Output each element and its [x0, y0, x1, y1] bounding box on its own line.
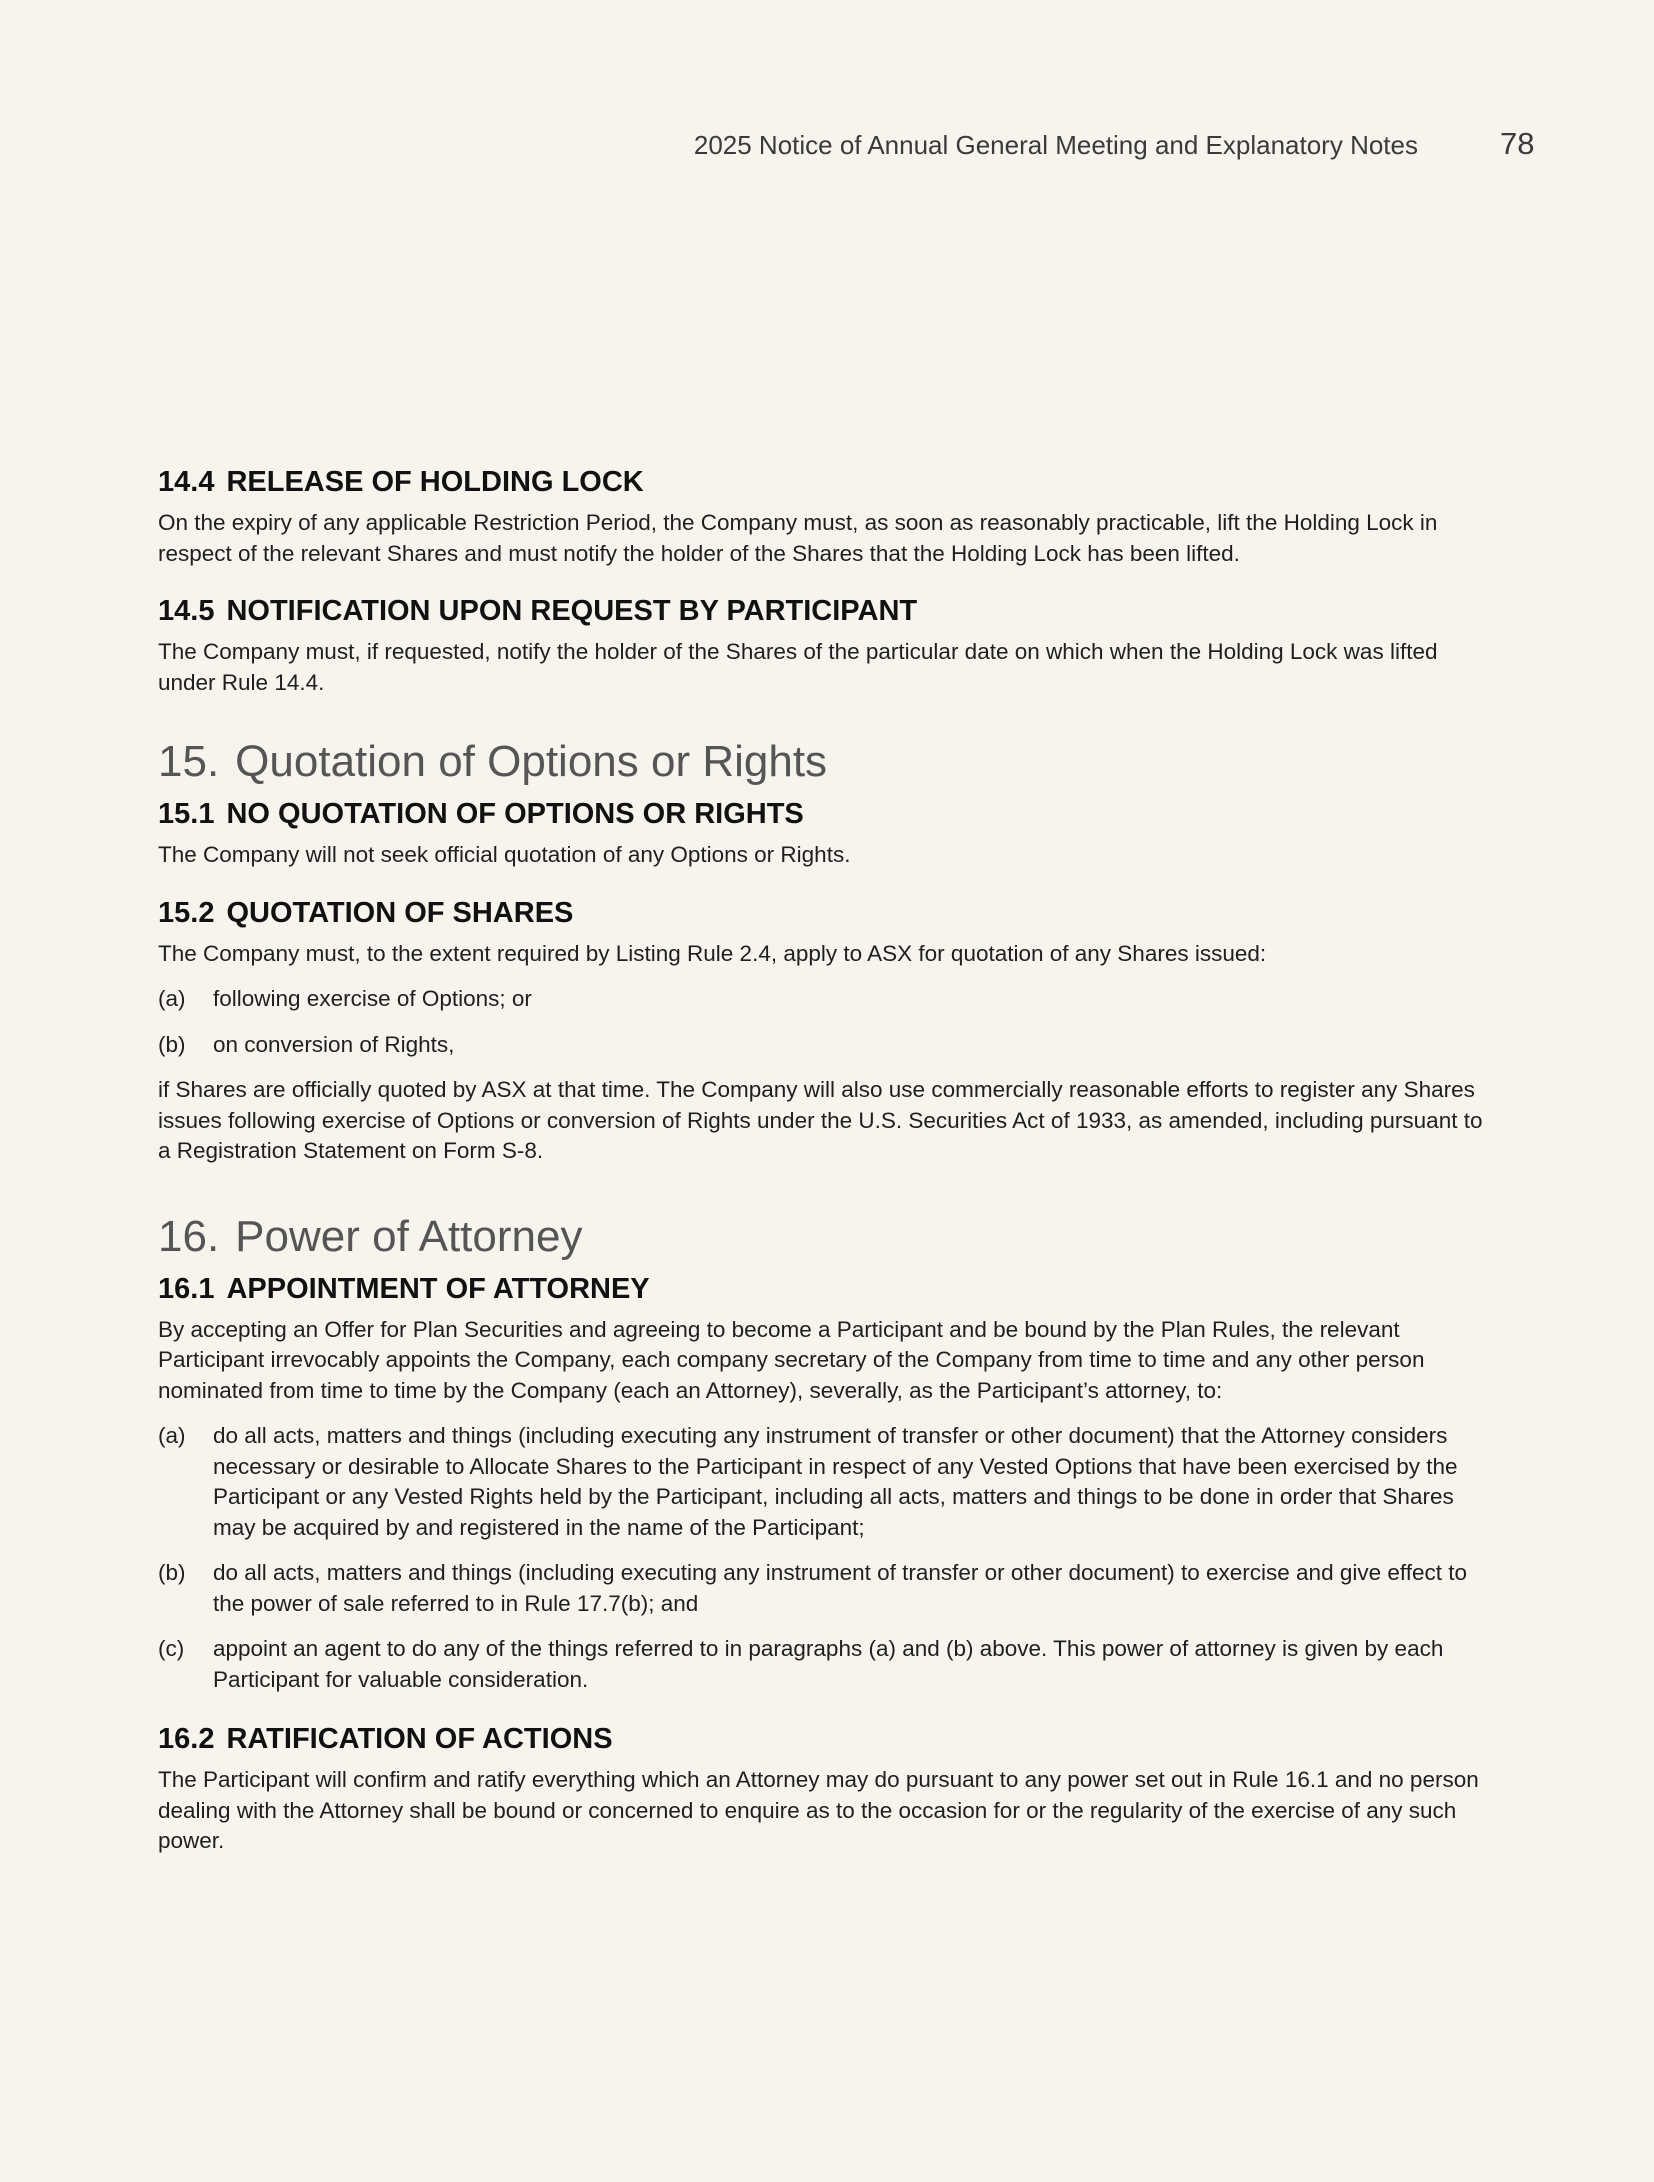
section-number: 16. [158, 1211, 220, 1261]
heading-14-5 [158, 589, 1498, 633]
heading-text: NO QUOTATION OF OPTIONS OR RIGHTS [226, 798, 804, 830]
list-item [158, 1421, 1498, 1543]
paragraph-14-5: The Company must, if requested, notify the holder of the Shares of the particular date on which when the Holding Lock was lifted under Rule 14.4. [158, 639, 1438, 695]
page-number: 78 [1500, 126, 1535, 161]
list-item [158, 1030, 1498, 1061]
paragraph-16-2: The Participant will confirm and ratify everything which an Attorney may do pursuant to any power set out in Rule 16.1 and no person dealing with the Attorney shall be bound or concerned to enquire as to the occasion for or the regularity of the exercise of any such power. [158, 1767, 1479, 1853]
list-text: on conversion of Rights, [213, 1031, 455, 1057]
section-text: Power of Attorney [235, 1211, 583, 1261]
heading-number: 16.2 [158, 1723, 215, 1755]
paragraph-16-1-intro: By accepting an Offer for Plan Securities and agreeing to become a Participant and be bound by the Plan Rules, the relevant Participant irrevocably appoints the Company, each company secretary of the Company from time to time and any other person nominated from time to time by the Company (each an Attorney), severally, as the Participant’s attorney, to: [158, 1316, 1425, 1403]
list-marker: (c) [158, 1636, 185, 1661]
heading-number: 15.1 [158, 798, 215, 830]
heading-number: 15.2 [158, 896, 215, 929]
list-text: do all acts, matters and things (including executing any instrument of transfer or other document) that the Attorney considers necessary or desirable to Allocate Shares to the Participant in respect of any Vested Options that have been exercised by the Participant or any Vested Rights held by the Participant, including all acts, matters and things to be done in order that Shares may be acquired by and registered in the name of the Participant; [213, 1423, 1458, 1540]
document-title: 2025 Notice of Annual General Meeting and Explanatory Notes [693, 130, 1418, 160]
heading-number: 14.4 [158, 466, 215, 498]
section-16-title [158, 1207, 1498, 1267]
heading-number: 16.1 [158, 1272, 215, 1305]
heading-text: NOTIFICATION UPON REQUEST BY PARTICIPANT [226, 595, 918, 627]
heading-text: QUOTATION OF SHARES [226, 896, 574, 929]
list-item [158, 984, 1498, 1015]
list-text: appoint an agent to do any of the things referred to in paragraphs (a) and (b) above. This power of attorney is given by each Participant for valuable consideration. [213, 1636, 1444, 1692]
section-number: 15. [158, 737, 220, 786]
list-item [158, 1558, 1498, 1619]
page-content [158, 460, 1498, 1857]
paragraph-15-2-intro: The Company must, to the extent required by Listing Rule 2.4, apply to ASX for quotation of any Shares issued: [158, 940, 1267, 966]
heading-number: 14.5 [158, 595, 215, 627]
list-text: following exercise of Options; or [213, 986, 532, 1011]
heading-text: RELEASE OF HOLDING LOCK [226, 466, 644, 498]
heading-16-2 [158, 1717, 1498, 1761]
heading-text: APPOINTMENT OF ATTORNEY [226, 1272, 650, 1305]
paragraph-14-4: On the expiry of any applicable Restriction Period, the Company must, as soon as reasonably practicable, lift the Holding Lock in respect of the relevant Shares and must notify the holder of the Shares that the Holding Lock has been lifted. [158, 510, 1438, 566]
list-item [158, 1634, 1498, 1695]
list-text: do all acts, matters and things (including executing any instrument of transfer or other document) to exercise and give effect to the power of sale referred to in Rule 17.7(b); and [213, 1560, 1468, 1616]
page-header [0, 126, 1654, 166]
paragraph-15-1: The Company will not seek official quotation of any Options or Rights. [158, 842, 851, 867]
heading-16-1 [158, 1267, 1498, 1311]
list-marker: (b) [158, 1031, 186, 1057]
list-marker: (a) [158, 986, 186, 1011]
list-marker: (a) [158, 1423, 186, 1448]
paragraph-15-2-outro: if Shares are officially quoted by ASX at that time. The Company will also use commercially reasonable efforts to register any Shares issues following exercise of Options or conversion of Rights under the U.S. Securities Act of 1933, as amended, including pursuant to a Registration Statement on Form S-8. [158, 1077, 1483, 1163]
section-text: Quotation of Options or Rights [235, 737, 828, 786]
heading-text: RATIFICATION OF ACTIONS [226, 1723, 613, 1755]
heading-15-1 [158, 792, 1498, 836]
section-15-title [158, 732, 1498, 792]
heading-14-4 [158, 460, 1498, 504]
heading-15-2 [158, 891, 1498, 935]
list-marker: (b) [158, 1560, 186, 1585]
